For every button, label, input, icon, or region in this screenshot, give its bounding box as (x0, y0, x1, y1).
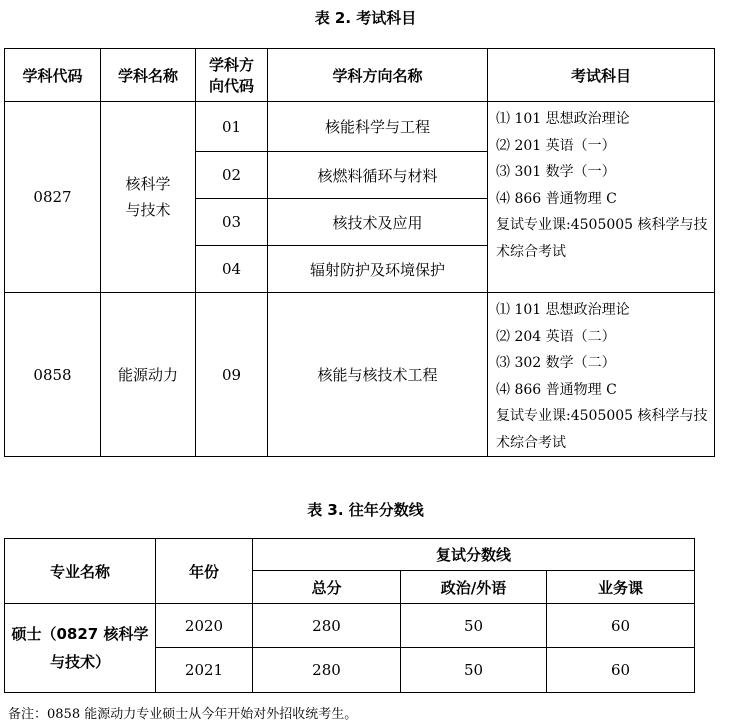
header-business-course: 业务课 (547, 571, 695, 604)
exam-item: ⑶ 302 数学（二） (496, 355, 616, 371)
subject-code-cell: 0827 (5, 102, 101, 293)
exam-item: ⑷ 866 普通物理 C (496, 381, 617, 398)
header-total-score: 总分 (253, 571, 401, 604)
direction-name-cell: 辐射防护及环境保护 (268, 246, 488, 293)
exam-subjects-table (4, 48, 715, 457)
header-exam-subjects: 考试科目 (488, 49, 715, 102)
table3-title: 表 3. 往年分数线 (307, 501, 424, 519)
year-cell: 2020 (156, 604, 253, 648)
exam-item: ⑵ 204 英语（二） (496, 328, 616, 345)
total-score-cell: 280 (253, 604, 401, 648)
exam-subjects-cell (488, 102, 715, 293)
direction-code-cell: 04 (196, 246, 268, 293)
politics-score-cell: 50 (401, 604, 547, 648)
subject-name-cell: 核科学与技术 (101, 102, 196, 293)
header-direction-code: 学科方向代码 (196, 49, 268, 102)
exam-item: ⑷ 866 普通物理 C (496, 190, 617, 207)
header-subject-name: 学科名称 (101, 49, 196, 102)
footnote: 备注：0858 能源动力专业硕士从今年开始对外招收统考生。 (8, 707, 358, 722)
direction-name-cell: 核技术及应用 (268, 199, 488, 246)
direction-code-cell: 09 (196, 293, 268, 457)
business-score-cell: 60 (547, 604, 695, 648)
header-retest-score: 复试分数线 (253, 539, 695, 571)
direction-name-cell: 核燃料循环与材料 (268, 152, 488, 199)
exam-item: ⑴ 101 思想政治理论 (496, 302, 630, 318)
exam-subjects-cell (488, 293, 715, 457)
subject-name-cell: 能源动力 (101, 293, 196, 457)
exam-item: ⑴ 101 思想政治理论 (496, 111, 630, 127)
table2-title: 表 2. 考试科目 (314, 9, 417, 27)
retest-note: 复试专业课:4505005 核科学与技术综合考试 (496, 217, 708, 260)
direction-code-cell: 02 (196, 152, 268, 199)
score-line-table (4, 538, 695, 693)
total-score-cell: 280 (253, 648, 401, 693)
exam-item: ⑶ 301 数学（一） (496, 164, 616, 180)
header-subject-code: 学科代码 (5, 49, 101, 102)
major-name-cell: 硕士（0827 核科学与技术） (5, 604, 156, 693)
business-score-cell: 60 (547, 648, 695, 693)
header-year: 年份 (156, 539, 253, 604)
politics-score-cell: 50 (401, 648, 547, 693)
header-direction-name: 学科方向名称 (268, 49, 488, 102)
year-cell: 2021 (156, 648, 253, 693)
retest-note: 复试专业课:4505005 核科学与技术综合考试 (496, 408, 708, 451)
header-politics-language: 政治/外语 (401, 571, 547, 604)
header-major-name: 专业名称 (5, 539, 156, 604)
direction-name-cell: 核能与核技术工程 (268, 293, 488, 457)
exam-item: ⑵ 201 英语（一） (496, 137, 616, 154)
direction-name-cell: 核能科学与工程 (268, 102, 488, 152)
direction-code-cell: 01 (196, 102, 268, 152)
direction-code-cell: 03 (196, 199, 268, 246)
subject-code-cell: 0858 (5, 293, 101, 457)
